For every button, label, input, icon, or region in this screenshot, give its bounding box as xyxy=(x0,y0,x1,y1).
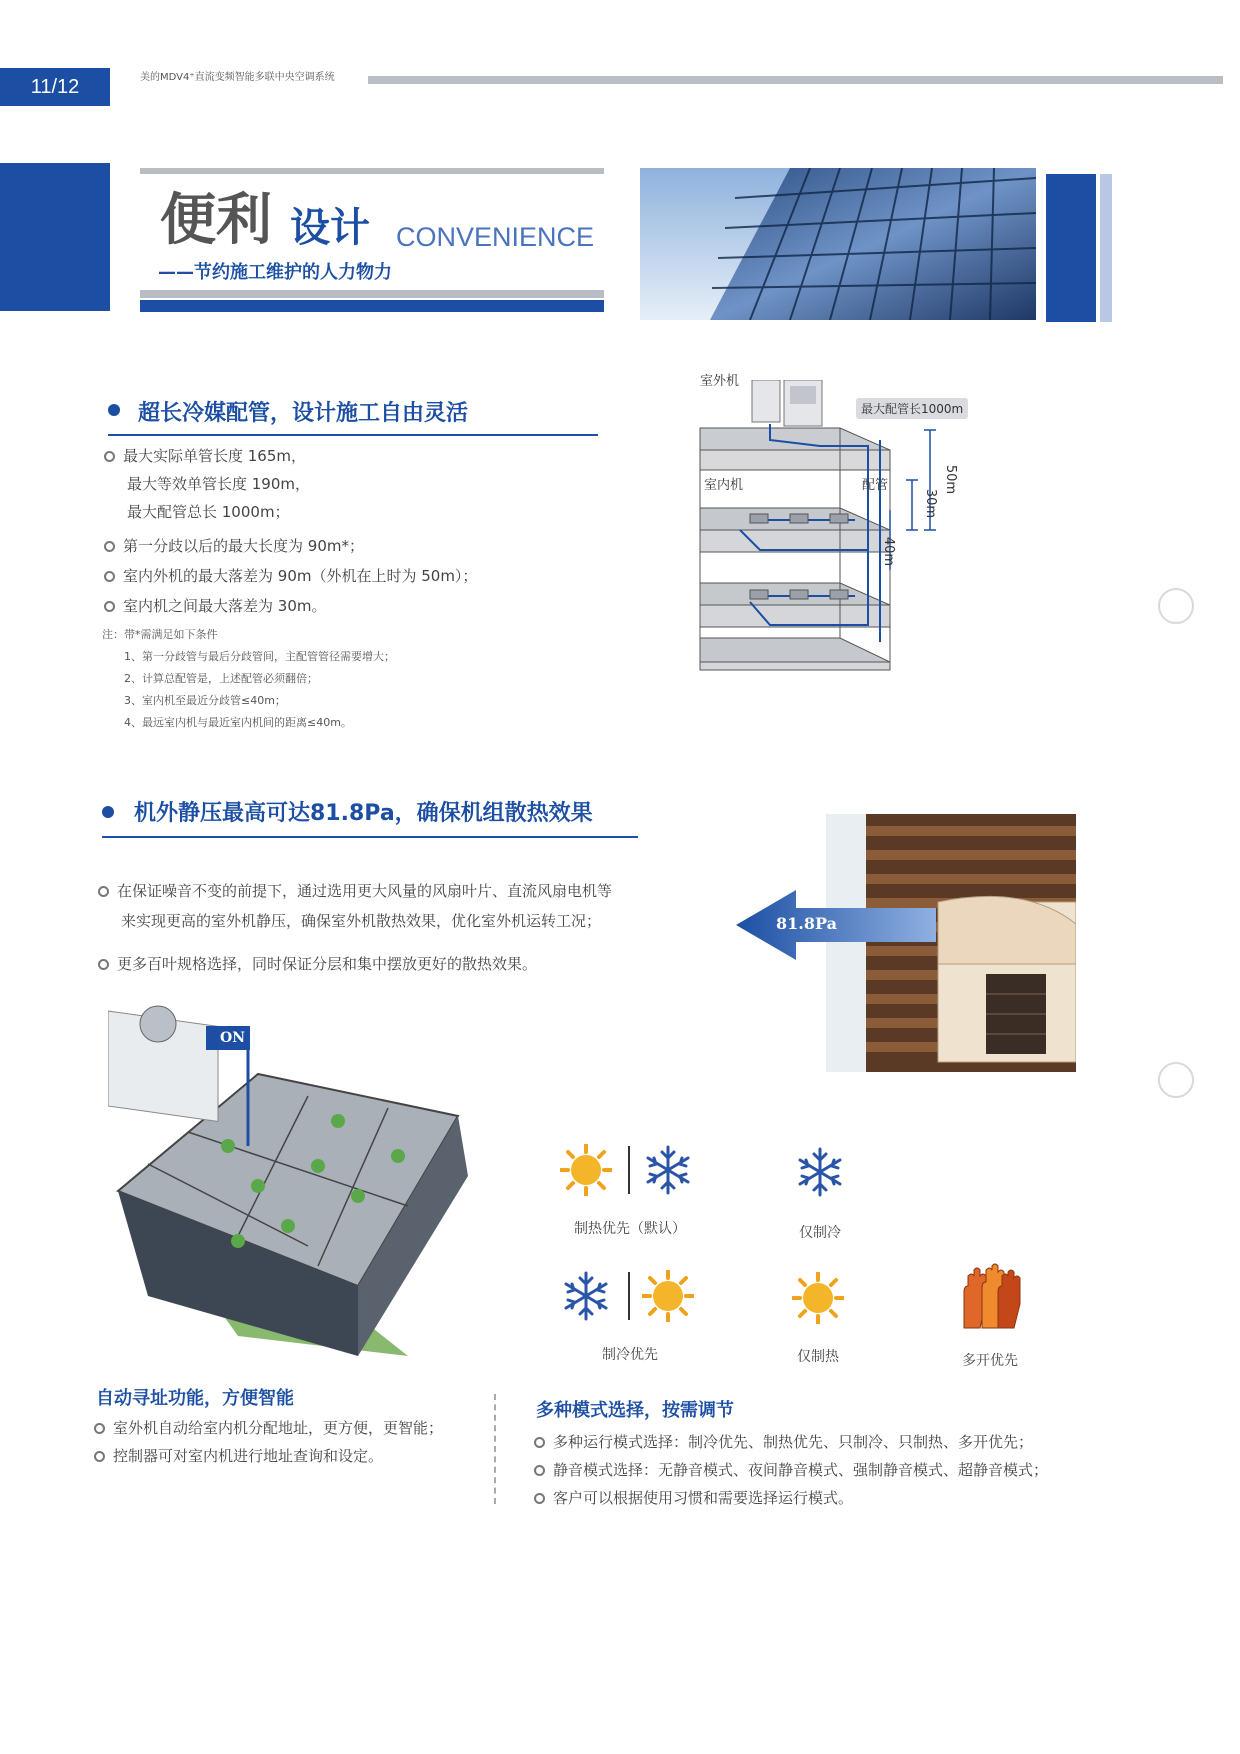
title-tagline: ——节约施工维护的人力物力 xyxy=(158,262,392,283)
list-item xyxy=(534,1428,1154,1456)
section-heading-static-pressure: 机外静压最高可达81.8Pa，确保机组散热效果 xyxy=(134,801,593,826)
section-heading-modes: 多种模式选择，按需调节 xyxy=(536,1400,734,1421)
note-item: 3、室内机至最近分歧管≤40m； xyxy=(124,694,286,707)
modes-bullets xyxy=(534,1428,1154,1512)
label-max-total-pipe: 最大配管长1000m xyxy=(856,398,968,419)
snowflake-icon xyxy=(794,1146,846,1198)
list-item xyxy=(98,950,738,978)
section-heading-auto-address: 自动寻址功能，方便智能 xyxy=(96,1388,294,1409)
section-dot xyxy=(102,806,114,818)
bullet-icon xyxy=(98,959,109,970)
photo-side-stripe xyxy=(1046,174,1096,322)
bullet-text: 来实现更高的室外机静压，确保室外机散热效果，优化室外机运转工况； xyxy=(121,912,602,930)
header-rule xyxy=(368,76,1223,84)
binder-hole xyxy=(1158,1062,1194,1098)
list-item xyxy=(104,442,604,470)
building-network-illustration xyxy=(108,996,508,1356)
section-underline xyxy=(108,434,598,436)
binder-hole xyxy=(1158,588,1194,624)
list-item xyxy=(104,562,604,590)
piping-notes xyxy=(102,624,582,734)
list-item xyxy=(104,532,604,560)
bullet-text: 最大等效单管长度 190m， xyxy=(127,475,311,493)
bullet-text: 在保证噪音不变的前提下，通过选用更大风量的风扇叶片、直流风扇电机等 xyxy=(117,882,613,900)
sun-icon xyxy=(560,1144,612,1196)
side-color-block xyxy=(0,163,110,311)
glass-building-photo xyxy=(640,168,1036,320)
bullet-text: 室外机自动给室内机分配地址，更方便，更智能； xyxy=(113,1419,444,1437)
list-item xyxy=(94,1442,484,1470)
dimension-40m: 40m xyxy=(881,536,897,567)
divider xyxy=(628,1146,630,1194)
list-item xyxy=(94,1414,484,1442)
mode-label-cool-priority: 制冷优先 xyxy=(602,1347,658,1363)
section-dot xyxy=(108,404,120,416)
bullet-text: 静音模式选择：无静音模式、夜间静音模式、强制静音模式、超静音模式； xyxy=(553,1461,1049,1479)
page-number: 11/12 xyxy=(0,68,110,106)
bullet-icon xyxy=(534,1465,545,1476)
dimension-50m: 50m xyxy=(943,464,959,495)
note-item: 4、最远室内机与最近室内机间的距离≤40m。 xyxy=(124,716,352,729)
bullet-text: 第一分歧以后的最大长度为 90m*； xyxy=(123,537,364,555)
note-title: 注：带*需满足如下条件 xyxy=(102,628,218,641)
bullet-icon xyxy=(104,451,115,462)
divider xyxy=(628,1272,630,1320)
bullet-text: 最大实际单管长度 165m， xyxy=(123,447,307,465)
section-heading-piping: 超长冷媒配管，设计施工自由灵活 xyxy=(138,401,469,426)
note-item: 2、计算总配管是，上述配管必须翻倍； xyxy=(124,672,318,685)
list-item xyxy=(98,876,738,906)
bullet-icon xyxy=(534,1437,545,1448)
title-secondary: 设计 xyxy=(290,205,370,251)
label-indoor-unit: 室内机 xyxy=(704,478,744,493)
bullet-text: 客户可以根据使用习惯和需要选择运行模式。 xyxy=(553,1489,854,1507)
mode-label-cool-only: 仅制冷 xyxy=(799,1225,841,1241)
mode-label-heat-only: 仅制热 xyxy=(797,1349,839,1365)
document-title: 美的MDV4⁺直流变频智能多联中央空调系统 xyxy=(140,72,335,83)
banner-top-rule xyxy=(140,168,604,174)
list-item xyxy=(104,592,604,620)
bullet-text: 多种运行模式选择：制冷优先、制热优先、只制冷、只制热、多开优先； xyxy=(553,1433,1034,1451)
bullet-icon xyxy=(94,1423,105,1434)
title-english: CONVENIENCE xyxy=(396,222,595,252)
piping-bullet-list xyxy=(104,442,604,620)
list-item xyxy=(534,1484,1154,1512)
snowflake-icon xyxy=(560,1270,612,1322)
bullet-text: 控制器可对室内机进行地址查询和设定。 xyxy=(113,1447,384,1465)
bullet-icon xyxy=(104,601,115,612)
bullet-text: 室内机之间最大落差为 30m。 xyxy=(123,597,327,615)
sun-icon xyxy=(642,1270,694,1322)
note-item: 1、第一分歧管与最后分歧管间，主配管管径需要增大； xyxy=(124,650,395,663)
bullet-text: 更多百叶规格选择，同时保证分层和集中摆放更好的散热效果。 xyxy=(117,955,538,973)
multi-hands-icon xyxy=(958,1262,1022,1330)
auto-address-bullets xyxy=(94,1414,484,1470)
bullet-text: 最大配管总长 1000m； xyxy=(127,503,290,521)
section-underline xyxy=(102,836,638,838)
photo-side-stripe-light xyxy=(1100,174,1112,322)
pressure-arrow xyxy=(736,890,936,960)
on-label: ON xyxy=(220,1030,245,1046)
sun-icon xyxy=(792,1272,844,1324)
static-pressure-bullets xyxy=(98,876,738,978)
banner-bottom-bar xyxy=(140,300,604,312)
mode-label-heat-priority: 制热优先（默认） xyxy=(574,1221,686,1237)
list-item xyxy=(534,1456,1154,1484)
dimension-30m: 30m xyxy=(923,488,939,519)
bullet-icon xyxy=(94,1451,105,1462)
bullet-icon xyxy=(104,571,115,582)
banner-bottom-rule xyxy=(140,290,604,298)
bullet-icon xyxy=(534,1493,545,1504)
mode-label-multi-on-priority: 多开优先 xyxy=(962,1353,1018,1369)
snowflake-icon xyxy=(642,1144,694,1196)
piping-diagram xyxy=(680,374,1000,680)
bullet-text: 室内外机的最大落差为 90m（外机在上时为 50m）； xyxy=(123,567,478,585)
column-divider xyxy=(494,1394,496,1504)
pressure-value-label: 81.8Pa xyxy=(776,914,837,933)
bullet-icon xyxy=(98,886,109,897)
label-pipe: 配管 xyxy=(862,478,889,493)
bullet-icon xyxy=(104,541,115,552)
title-main: 便利 xyxy=(160,188,272,253)
label-outdoor-unit: 室外机 xyxy=(700,374,740,389)
